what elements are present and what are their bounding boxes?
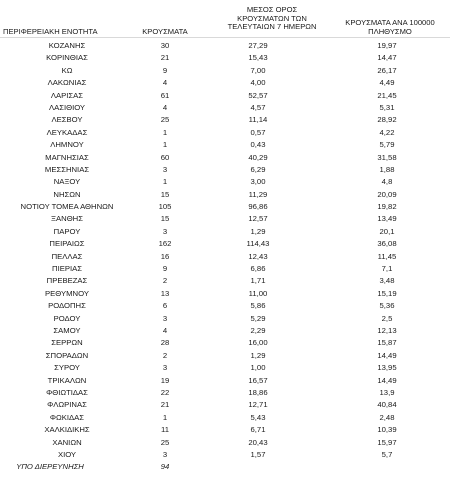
table-row xyxy=(0,189,450,201)
cell-cases-per-100000: 19,97 xyxy=(377,41,397,50)
table-row xyxy=(0,226,450,238)
cell-7day-average: 1,29 xyxy=(250,226,266,236)
cell-cases: 16 xyxy=(160,251,170,261)
cell-cases: 3 xyxy=(162,226,168,236)
header-7day-average: ΜΕΣΟΣ ΟΡΟΣ ΚΡΟΥΣΜΑΤΩΝ ΤΩΝ ΤΕΛΕΥΤΑΙΩΝ 7 ΗΜΕΡΩΝ xyxy=(227,5,317,32)
cell-regional-unit: ΚΩ xyxy=(61,65,73,75)
table-row xyxy=(0,325,450,337)
cell-cases: 61 xyxy=(160,90,170,100)
cell-cases-per-100000: 5,79 xyxy=(379,140,395,150)
cell-7day-average: 6,29 xyxy=(250,164,266,174)
cell-cases-per-100000: 4,22 xyxy=(379,127,395,137)
cell-regional-unit: ΛΑΡΙΣΑΣ xyxy=(50,90,84,100)
cell-cases-per-100000: 11,45 xyxy=(377,251,397,261)
cell-cases-per-100000: 2,5 xyxy=(381,313,393,323)
cell-cases-per-100000: 20,09 xyxy=(377,189,397,199)
cell-cases: 60 xyxy=(160,152,170,162)
cell-cases-per-100000: 14,49 xyxy=(377,350,397,360)
cell-cases: 3 xyxy=(162,363,168,373)
table-row xyxy=(0,350,450,362)
cell-regional-unit: ΚΟΖΑΝΗΣ xyxy=(48,41,86,50)
cell-regional-unit: ΜΑΓΝΗΣΙΑΣ xyxy=(45,152,89,162)
cell-cases: 4 xyxy=(162,325,168,335)
cell-cases: 11 xyxy=(161,425,169,435)
cell-cases-per-100000: 7,1 xyxy=(381,264,393,274)
table-row xyxy=(0,176,450,188)
cell-cases: 6 xyxy=(162,301,168,311)
cell-cases-per-100000: 5,7 xyxy=(381,449,393,459)
cell-regional-unit: ΠΕΛΛΑΣ xyxy=(51,251,83,261)
cell-cases: 13 xyxy=(160,288,170,298)
cell-7day-average: 12,57 xyxy=(248,214,268,224)
cell-cases-per-100000: 31,58 xyxy=(377,152,397,162)
cell-cases-per-100000: 5,36 xyxy=(379,301,395,311)
cell-regional-unit: ΞΑΝΘΗΣ xyxy=(51,214,83,224)
cell-cases-per-100000: 4,8 xyxy=(381,177,393,187)
table-row xyxy=(0,399,450,411)
table-row xyxy=(0,288,450,300)
cell-cases-per-100000: 10,39 xyxy=(377,425,397,435)
cell-cases: 105 xyxy=(158,202,172,212)
table-row xyxy=(0,387,450,399)
table-row xyxy=(0,412,450,424)
cell-7day-average: 6,86 xyxy=(250,264,266,274)
table-row xyxy=(0,152,450,164)
cell-regional-unit: ΤΡΙΚΑΛΩΝ xyxy=(47,375,87,385)
table-row xyxy=(0,40,450,52)
cell-regional-unit: ΧΑΛΚΙΔΙΚΗΣ xyxy=(44,425,90,435)
cell-cases-per-100000: 40,84 xyxy=(377,400,397,410)
cell-7day-average: 1,57 xyxy=(250,449,266,459)
cell-7day-average: 4,57 xyxy=(250,102,266,112)
cell-cases: 25 xyxy=(160,115,170,125)
cell-7day-average: 27,29 xyxy=(248,41,268,50)
table-row xyxy=(0,213,450,225)
cell-7day-average: 1,00 xyxy=(250,363,266,373)
cell-7day-average: 1,71 xyxy=(250,276,266,286)
cell-cases-per-100000: 1,88 xyxy=(379,164,395,174)
cell-7day-average: 3,00 xyxy=(250,177,266,187)
table-row xyxy=(0,65,450,77)
cell-7day-average: 114,43 xyxy=(246,239,270,249)
cell-cases: 9 xyxy=(162,65,168,75)
cell-regional-unit: ΝΗΣΩΝ xyxy=(53,189,81,199)
table-row xyxy=(0,52,450,64)
cell-cases: 1 xyxy=(162,127,168,137)
cell-7day-average: 0,57 xyxy=(250,127,266,137)
cell-7day-average: 20,43 xyxy=(248,437,268,447)
cell-regional-unit: ΛΑΚΩΝΙΑΣ xyxy=(47,78,87,88)
cell-regional-unit: ΡΕΘΥΜΝΟΥ xyxy=(45,288,89,298)
table-row xyxy=(0,362,450,374)
cell-7day-average: 11,14 xyxy=(248,115,268,125)
cell-7day-average: 11,29 xyxy=(248,189,268,199)
cell-7day-average: 5,29 xyxy=(250,313,266,323)
cell-regional-unit: ΠΑΡΟΥ xyxy=(53,226,81,236)
cell-cases: 28 xyxy=(160,338,170,348)
table-row xyxy=(0,102,450,114)
cell-cases: 21 xyxy=(160,53,170,63)
cell-7day-average: 11,00 xyxy=(248,288,268,298)
cell-cases-per-100000: 15,87 xyxy=(377,338,397,348)
cell-7day-average: 16,57 xyxy=(248,375,268,385)
cell-7day-average: 18,86 xyxy=(248,387,268,397)
header-cases-per-100000: ΚΡΟΥΣΜΑΤΑ ΑΝΑ 100000 ΠΛΗΘΥΣΜΟ xyxy=(345,18,435,36)
cell-cases: 30 xyxy=(160,41,170,50)
table-row xyxy=(0,437,450,449)
header-divider xyxy=(0,37,450,38)
table-row xyxy=(0,114,450,126)
cell-7day-average: 40,29 xyxy=(248,152,268,162)
cell-regional-unit: ΦΩΚΙΔΑΣ xyxy=(49,412,85,422)
cell-cases: 22 xyxy=(160,387,170,397)
cell-regional-unit: ΛΑΣΙΘΙΟΥ xyxy=(48,102,86,112)
cell-7day-average: 12,43 xyxy=(248,251,268,261)
table-row xyxy=(0,251,450,263)
table-row xyxy=(0,127,450,139)
cell-cases: 3 xyxy=(162,164,168,174)
cell-cases: 15 xyxy=(160,214,170,224)
cell-cases: 4 xyxy=(162,78,168,88)
cell-regional-unit: ΣΠΟΡΑΔΩΝ xyxy=(45,350,89,360)
table-row xyxy=(0,275,450,287)
cell-cases: 3 xyxy=(162,313,168,323)
cell-regional-unit: ΝΑΞΟΥ xyxy=(53,177,81,187)
cell-cases-per-100000: 13,49 xyxy=(377,214,397,224)
cell-cases: 162 xyxy=(158,239,172,249)
table-row xyxy=(0,263,450,275)
cell-regional-unit: ΛΕΥΚΑΔΑΣ xyxy=(46,127,88,137)
cell-cases: 1 xyxy=(162,140,168,150)
table-row xyxy=(0,90,450,102)
cell-cases-per-100000: 36,08 xyxy=(377,239,397,249)
cell-7day-average: 4,00 xyxy=(250,78,266,88)
table-row xyxy=(0,201,450,213)
table-header xyxy=(0,6,450,38)
cell-regional-unit: ΧΙΟΥ xyxy=(57,449,77,459)
table-row xyxy=(0,313,450,325)
cell-cases-per-100000: 15,97 xyxy=(377,437,397,447)
cell-cases-per-100000: 4,49 xyxy=(379,78,395,88)
cell-7day-average: 1,29 xyxy=(250,350,266,360)
cell-cases-per-100000: 14,47 xyxy=(377,53,397,63)
cell-7day-average: 52,57 xyxy=(248,90,268,100)
cell-regional-unit: ΝΟΤΙΟΥ ΤΟΜΕΑ ΑΘΗΝΩΝ xyxy=(20,202,114,212)
cell-cases-per-100000: 13,95 xyxy=(377,363,397,373)
cell-regional-unit: ΠΡΕΒΕΖΑΣ xyxy=(46,276,88,286)
cell-cases-per-100000: 19,82 xyxy=(377,202,397,212)
cell-cases-per-100000: 3,48 xyxy=(379,276,395,286)
cell-regional-unit: ΣΕΡΡΩΝ xyxy=(51,338,83,348)
cell-cases: 21 xyxy=(160,400,170,410)
table-row xyxy=(0,139,450,151)
cell-cases: 25 xyxy=(160,437,170,447)
header-regional-unit: ΠΕΡΙΦΕΡΕΙΑΚΗ ΕΝΟΤΗΤΑ xyxy=(3,27,98,36)
cell-regional-unit: ΠΙΕΡΙΑΣ xyxy=(52,264,82,274)
cell-regional-unit: ΛΕΣΒΟΥ xyxy=(51,115,83,125)
table-row xyxy=(0,449,450,461)
cell-cases-per-100000: 21,45 xyxy=(377,90,397,100)
cell-7day-average: 7,00 xyxy=(250,65,266,75)
cell-regional-unit: ΚΟΡΙΝΘΙΑΣ xyxy=(46,53,88,63)
cell-cases: 3 xyxy=(162,449,168,459)
cell-7day-average: 12,71 xyxy=(248,400,268,410)
table-footer-row xyxy=(0,461,450,473)
cell-cases-per-100000: 26,17 xyxy=(377,65,397,75)
cell-7day-average: 16,00 xyxy=(248,338,268,348)
cell-7day-average: 5,43 xyxy=(250,412,266,422)
cell-regional-unit: ΦΘΙΩΤΙΔΑΣ xyxy=(46,387,88,397)
cell-7day-average: 6,71 xyxy=(250,425,266,435)
cell-7day-average: 0,43 xyxy=(250,140,266,150)
cell-regional-unit: ΡΟΔΟΥ xyxy=(53,313,81,323)
cell-cases: 1 xyxy=(162,177,168,187)
cell-cases: 19 xyxy=(160,375,170,385)
cell-regional-unit: ΛΗΜΝΟΥ xyxy=(50,140,84,150)
cell-cases: 1 xyxy=(162,412,168,422)
cell-7day-average: 5,86 xyxy=(250,301,266,311)
cell-cases: 2 xyxy=(162,276,168,286)
cell-cases-per-100000: 12,13 xyxy=(377,325,397,335)
table-row xyxy=(0,238,450,250)
table-row xyxy=(0,337,450,349)
cell-7day-average: 2,29 xyxy=(250,325,266,335)
header-cases: ΚΡΟΥΣΜΑΤΑ xyxy=(142,27,188,36)
table-row xyxy=(0,300,450,312)
table-row xyxy=(0,164,450,176)
cell-7day-average: 96,86 xyxy=(248,202,268,212)
footer-label: ΥΠΟ ΔΙΕΡΕΥΝΗΣΗ xyxy=(16,462,84,472)
cell-cases: 4 xyxy=(162,102,168,112)
table-row xyxy=(0,77,450,89)
cell-regional-unit: ΠΕΙΡΑΙΩΣ xyxy=(49,239,85,249)
cell-regional-unit: ΜΕΣΣΗΝΙΑΣ xyxy=(44,164,90,174)
cell-regional-unit: ΧΑΝΙΩΝ xyxy=(52,437,82,447)
cell-regional-unit: ΦΛΩΡΙΝΑΣ xyxy=(47,400,87,410)
cell-7day-average: 15,43 xyxy=(248,53,268,63)
cell-cases-per-100000: 5,31 xyxy=(379,102,395,112)
cell-cases-per-100000: 14,49 xyxy=(377,375,397,385)
cell-cases: 15 xyxy=(160,189,170,199)
cell-cases-per-100000: 15,19 xyxy=(377,288,397,298)
footer-cases: 94 xyxy=(160,462,170,472)
cell-regional-unit: ΣΑΜΟΥ xyxy=(53,325,81,335)
cell-regional-unit: ΡΟΔΟΠΗΣ xyxy=(48,301,86,311)
table-body xyxy=(0,40,450,474)
cell-cases-per-100000: 2,48 xyxy=(379,412,395,422)
cell-cases-per-100000: 13,9 xyxy=(379,387,395,397)
cell-cases: 9 xyxy=(162,264,168,274)
cell-regional-unit: ΣΥΡΟΥ xyxy=(54,363,80,373)
cell-cases: 2 xyxy=(162,350,168,360)
cell-cases-per-100000: 28,92 xyxy=(377,115,397,125)
table-row xyxy=(0,375,450,387)
table-row xyxy=(0,424,450,436)
cell-cases-per-100000: 20,1 xyxy=(379,226,395,236)
